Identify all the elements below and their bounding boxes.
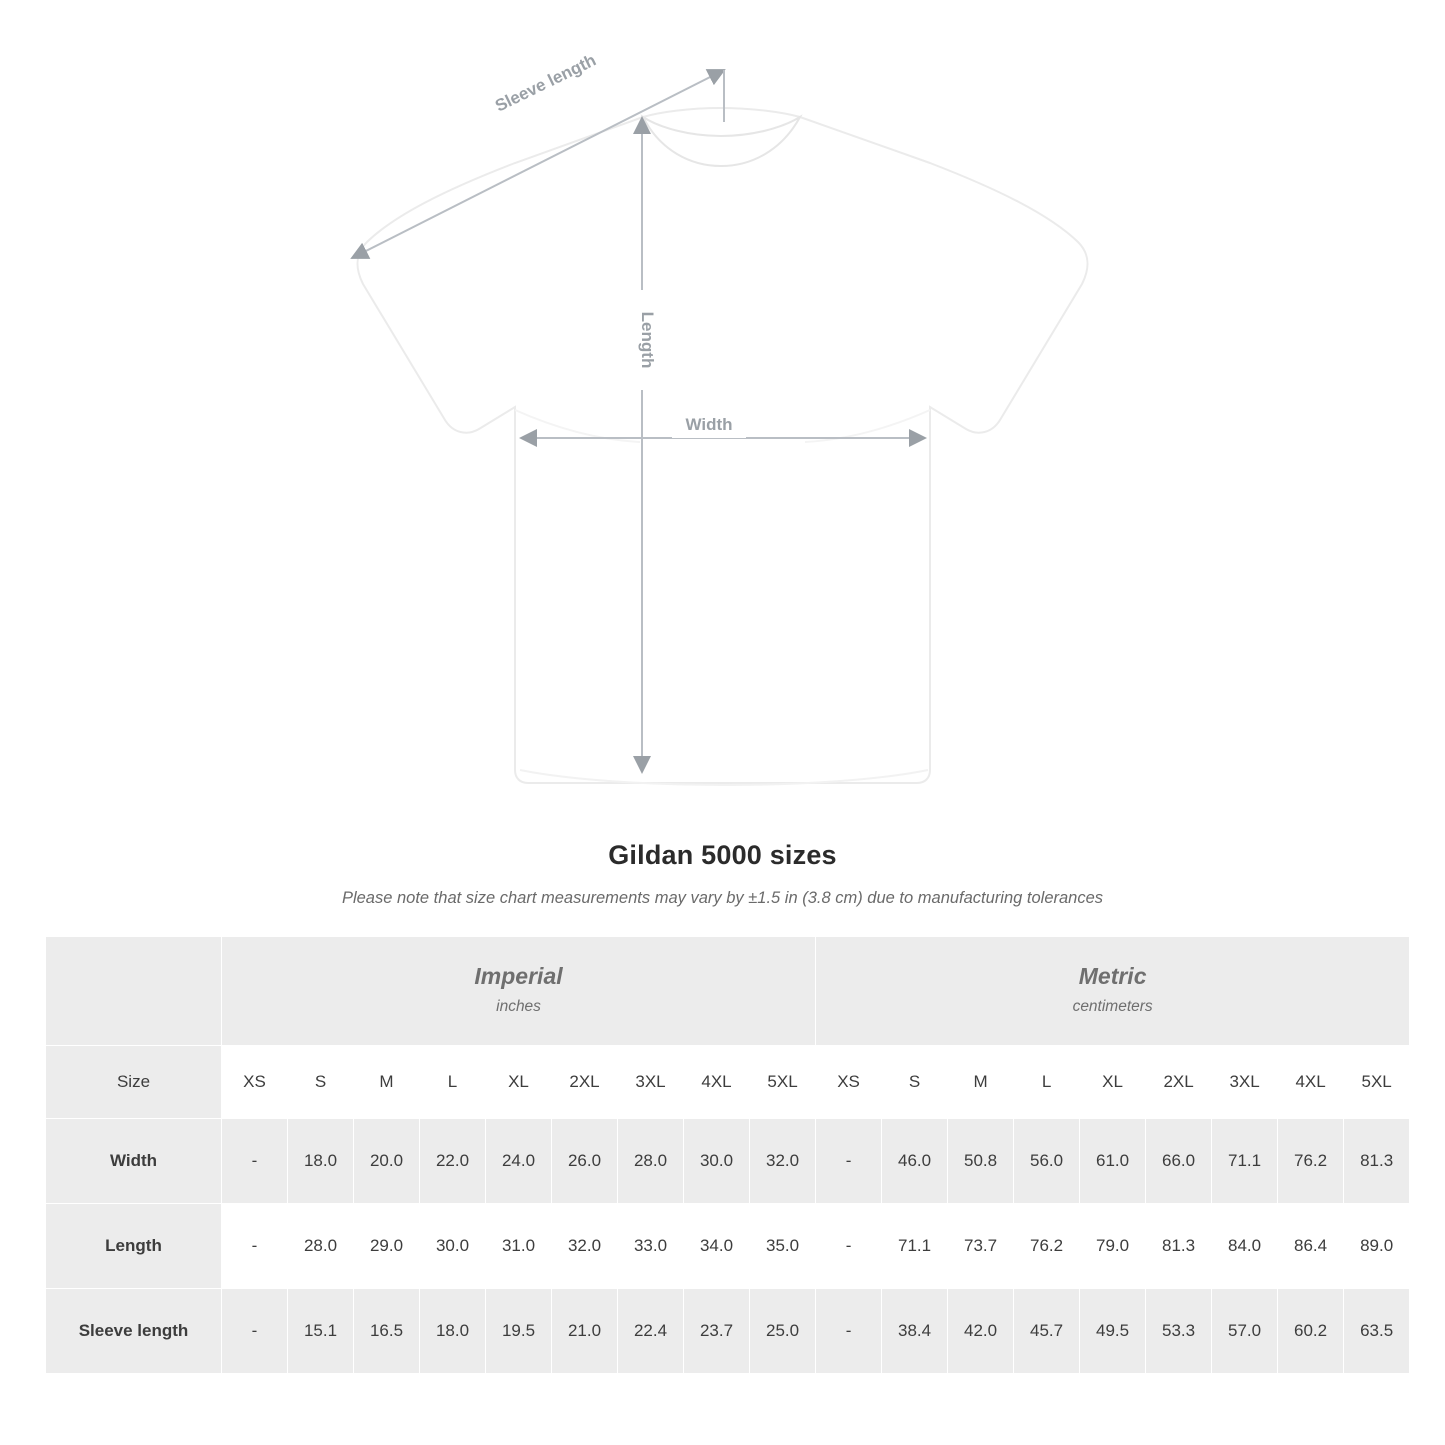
cell-imperial-width-4xl: 30.0 [684, 1119, 750, 1204]
cell-imperial-sleeve-length-xs: - [222, 1289, 288, 1374]
size-header-xs: XS [816, 1046, 882, 1119]
cell-imperial-length-5xl: 35.0 [750, 1204, 816, 1289]
cell-metric-length-2xl: 81.3 [1146, 1204, 1212, 1289]
size-header-4xl: 4XL [1278, 1046, 1344, 1119]
cell-metric-sleeve-length-2xl: 53.3 [1146, 1289, 1212, 1374]
cell-imperial-length-m: 29.0 [354, 1204, 420, 1289]
cell-imperial-length-xl: 31.0 [486, 1204, 552, 1289]
unit-subtitle: centimeters [1072, 997, 1153, 1015]
size-header-s: S [288, 1046, 354, 1119]
size-header-3xl: 3XL [1212, 1046, 1278, 1119]
unit-header-metric [816, 937, 1410, 1046]
chart-title: Gildan 5000 sizes [608, 840, 837, 870]
cell-imperial-width-xl: 24.0 [486, 1119, 552, 1204]
width-label: Width [685, 415, 733, 434]
cell-metric-length-m: 73.7 [948, 1204, 1014, 1289]
cell-metric-width-xl: 61.0 [1080, 1119, 1146, 1204]
cell-imperial-length-xs: - [222, 1204, 288, 1289]
cell-imperial-length-s: 28.0 [288, 1204, 354, 1289]
cell-imperial-length-4xl: 34.0 [684, 1204, 750, 1289]
cell-imperial-width-2xl: 26.0 [552, 1119, 618, 1204]
cell-imperial-sleeve-length-xl: 19.5 [486, 1289, 552, 1374]
row-label-width: Width [46, 1119, 222, 1204]
size-header-s: S [882, 1046, 948, 1119]
size-header-2xl: 2XL [552, 1046, 618, 1119]
cell-metric-length-xl: 79.0 [1080, 1204, 1146, 1289]
cell-metric-sleeve-length-l: 45.7 [1014, 1289, 1080, 1374]
table-row [46, 1119, 1410, 1204]
size-header-m: M [354, 1046, 420, 1119]
table-corner-cell [46, 937, 222, 1046]
cell-metric-sleeve-length-xl: 49.5 [1080, 1289, 1146, 1374]
cell-metric-width-3xl: 71.1 [1212, 1119, 1278, 1204]
size-header-3xl: 3XL [618, 1046, 684, 1119]
cell-metric-width-4xl: 76.2 [1278, 1119, 1344, 1204]
cell-imperial-length-l: 30.0 [420, 1204, 486, 1289]
cell-metric-sleeve-length-3xl: 57.0 [1212, 1289, 1278, 1374]
cell-metric-length-3xl: 84.0 [1212, 1204, 1278, 1289]
size-header-xs: XS [222, 1046, 288, 1119]
size-header-xl: XL [1080, 1046, 1146, 1119]
cell-metric-length-l: 76.2 [1014, 1204, 1080, 1289]
cell-metric-sleeve-length-xs: - [816, 1289, 882, 1374]
cell-imperial-sleeve-length-4xl: 23.7 [684, 1289, 750, 1374]
size-table [45, 936, 1410, 1374]
cell-imperial-sleeve-length-l: 18.0 [420, 1289, 486, 1374]
cell-imperial-sleeve-length-2xl: 21.0 [552, 1289, 618, 1374]
cell-metric-width-xs: - [816, 1119, 882, 1204]
cell-imperial-width-s: 18.0 [288, 1119, 354, 1204]
cell-metric-width-s: 46.0 [882, 1119, 948, 1204]
cell-imperial-length-3xl: 33.0 [618, 1204, 684, 1289]
size-header-l: L [420, 1046, 486, 1119]
unit-header-imperial [222, 937, 816, 1046]
cell-imperial-sleeve-length-3xl: 22.4 [618, 1289, 684, 1374]
size-header-label: Size [46, 1046, 222, 1119]
title-block [0, 840, 1445, 908]
cell-metric-length-xs: - [816, 1204, 882, 1289]
row-label-length: Length [46, 1204, 222, 1289]
size-header-m: M [948, 1046, 1014, 1119]
size-header-4xl: 4XL [684, 1046, 750, 1119]
size-header-5xl: 5XL [750, 1046, 816, 1119]
cell-metric-width-2xl: 66.0 [1146, 1119, 1212, 1204]
cell-imperial-width-3xl: 28.0 [618, 1119, 684, 1204]
table-row [46, 1289, 1410, 1374]
cell-imperial-length-2xl: 32.0 [552, 1204, 618, 1289]
unit-subtitle: inches [496, 997, 541, 1015]
size-header-2xl: 2XL [1146, 1046, 1212, 1119]
cell-metric-sleeve-length-s: 38.4 [882, 1289, 948, 1374]
cell-metric-width-m: 50.8 [948, 1119, 1014, 1204]
cell-metric-width-5xl: 81.3 [1344, 1119, 1410, 1204]
size-table-wrapper [45, 936, 1400, 1374]
length-label: Length [638, 311, 657, 369]
cell-metric-sleeve-length-5xl: 63.5 [1344, 1289, 1410, 1374]
unit-name: Metric [1078, 962, 1147, 989]
cell-imperial-sleeve-length-s: 15.1 [288, 1289, 354, 1374]
cell-metric-length-4xl: 86.4 [1278, 1204, 1344, 1289]
row-label-sleeve-length: Sleeve length [46, 1289, 222, 1374]
size-header-l: L [1014, 1046, 1080, 1119]
tshirt-shape [357, 108, 1087, 785]
cell-imperial-sleeve-length-m: 16.5 [354, 1289, 420, 1374]
unit-name: Imperial [474, 962, 563, 989]
cell-imperial-width-xs: - [222, 1119, 288, 1204]
cell-metric-length-s: 71.1 [882, 1204, 948, 1289]
cell-imperial-width-m: 20.0 [354, 1119, 420, 1204]
cell-imperial-width-l: 22.0 [420, 1119, 486, 1204]
size-header-xl: XL [486, 1046, 552, 1119]
cell-imperial-width-5xl: 32.0 [750, 1119, 816, 1204]
cell-imperial-sleeve-length-5xl: 25.0 [750, 1289, 816, 1374]
table-row [46, 1204, 1410, 1289]
sleeve-length-label: Sleeve length [492, 50, 600, 116]
size-header-5xl: 5XL [1344, 1046, 1410, 1119]
cell-metric-width-l: 56.0 [1014, 1119, 1080, 1204]
cell-metric-sleeve-length-m: 42.0 [948, 1289, 1014, 1374]
cell-metric-sleeve-length-4xl: 60.2 [1278, 1289, 1344, 1374]
cell-metric-length-5xl: 89.0 [1344, 1204, 1410, 1289]
chart-note: Please note that size chart measurements may vary by ±1.5 in (3.8 cm) due to manufacturing tolerances [341, 889, 1104, 907]
